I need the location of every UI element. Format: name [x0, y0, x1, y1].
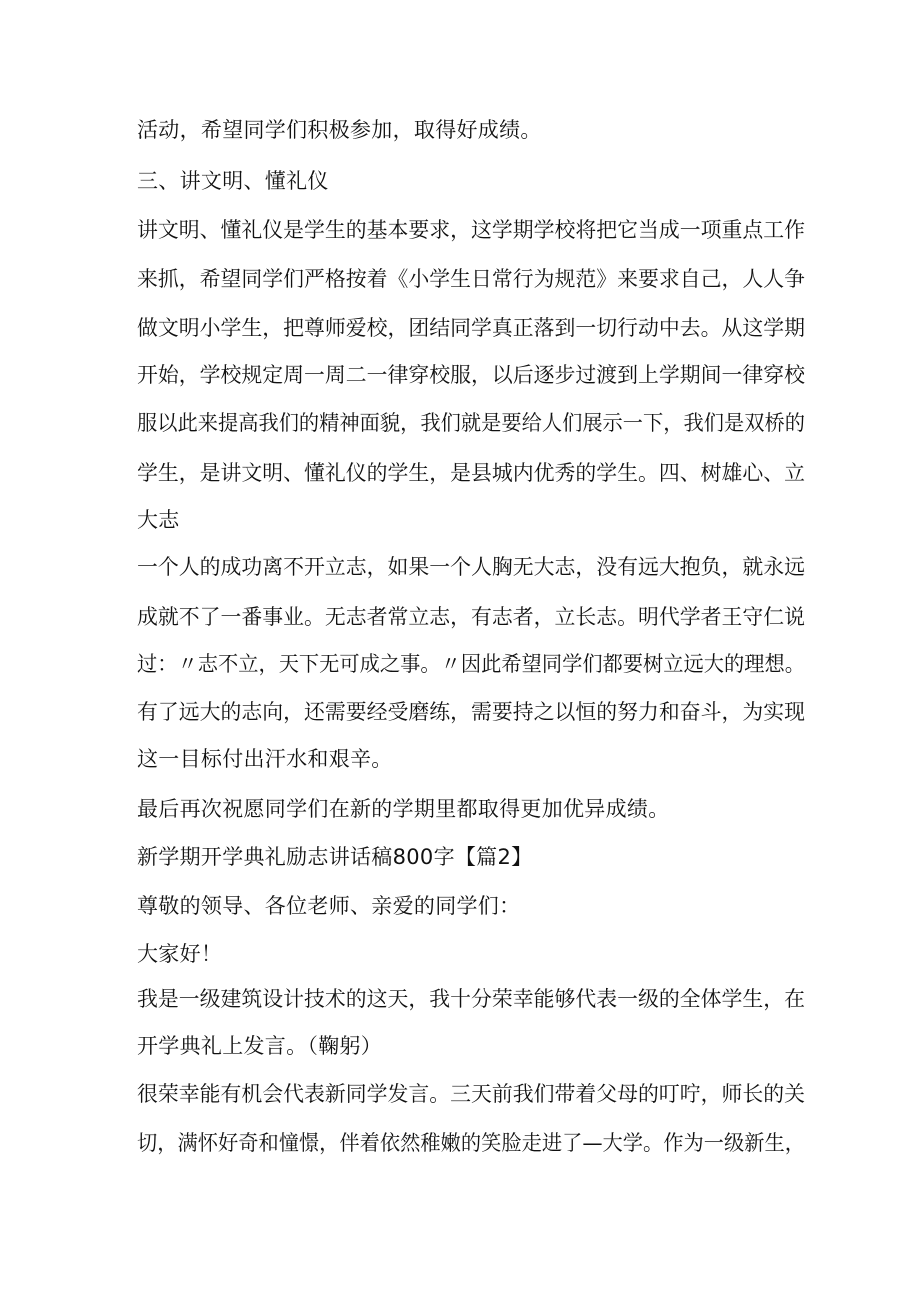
text-line: 切，满怀好奇和憧憬，伴着依然稚嫩的笑脸走进了—大学。作为一级新生， — [137, 1131, 805, 1155]
greeting: 大家好！ — [137, 942, 223, 966]
text-line: 有了远大的志向，还需要经受磨练，需要持之以恒的努力和奋斗，为实现 — [137, 700, 805, 724]
article-title: 新学期开学典礼励志讲话稿800字【篇2】 — [137, 845, 533, 869]
text-line: 学生，是讲文明、懂礼仪的学生，是县城内优秀的学生。四、树雄心、立 — [137, 461, 805, 485]
text-line: 大志 — [137, 508, 180, 532]
text-line: 讲文明、懂礼仪是学生的基本要求，这学期学校将把它当成一项重点工作 — [137, 218, 805, 242]
text-line: 服以此来提高我们的精神面貌，我们就是要给人们展示一下，我们是双桥的 — [137, 411, 805, 435]
section-heading: 三、讲文明、懂礼仪 — [137, 169, 329, 193]
text-line: 做文明小学生，把尊师爱校，团结同学真正落到一切行动中去。从这学期 — [137, 316, 805, 340]
text-line: 来抓，希望同学们严格按着《小学生日常行为规范》来要求自己，人人争 — [137, 267, 805, 291]
text-line: 一个人的成功离不开立志，如果一个人胸无大志，没有远大抱负，就永远 — [137, 555, 805, 579]
text-line: 成就不了一番事业。无志者常立志，有志者，立长志。明代学者王守仁说 — [137, 605, 805, 629]
text-line: 很荣幸能有机会代表新同学发言。三天前我们带着父母的叮咛，师长的关 — [137, 1082, 805, 1106]
text-line: 活动，希望同学们积极参加，取得好成绩。 — [137, 118, 542, 142]
text-line: 我是一级建筑设计技术的这天，我十分荣幸能够代表一级的全体学生，在 — [137, 987, 805, 1011]
text-line: 最后再次祝愿同学们在新的学期里都取得更加优异成绩。 — [137, 797, 670, 821]
salutation: 尊敬的领导、各位老师、亲爱的同学们： — [137, 894, 521, 918]
text-line: 开始，学校规定周一周二一律穿校服，以后逐步过渡到上学期间一律穿校 — [137, 363, 805, 387]
text-line: 过：〃志不立，天下无可成之事。〃因此希望同学们都要树立远大的理想。 — [137, 652, 805, 676]
text-line: 这一目标付出汗水和艰辛。 — [137, 747, 393, 771]
text-line: 开学典礼上发言。（鞠躬） — [137, 1034, 383, 1058]
